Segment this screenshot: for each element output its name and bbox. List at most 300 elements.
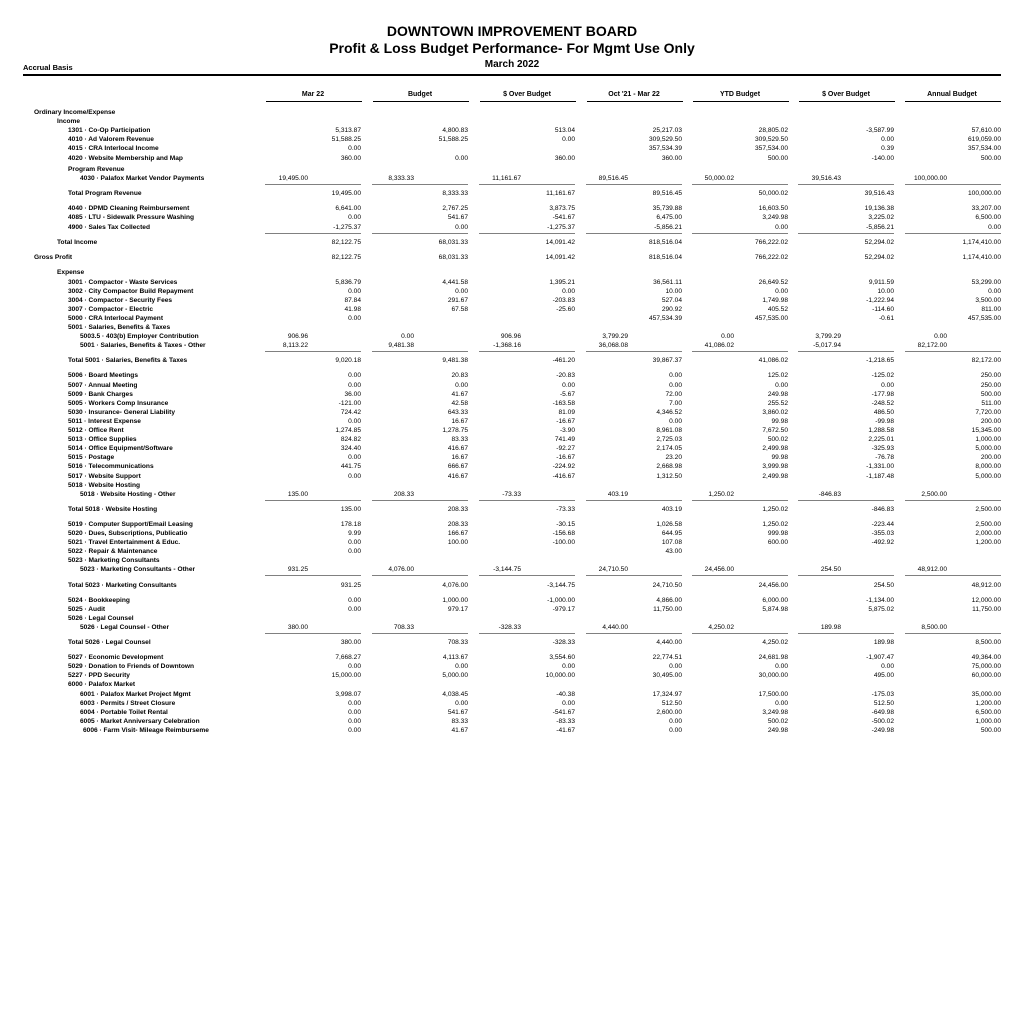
- row-value: -156.68: [552, 530, 575, 537]
- row-value: 644.95: [661, 530, 682, 537]
- row-label: 5020 · Dues, Subscriptions, Publicatio: [68, 530, 188, 537]
- row-value: 200.00: [980, 417, 1001, 425]
- row-value: -5.67: [559, 390, 575, 398]
- row-value: -1,134.00: [866, 596, 894, 604]
- report-row: [0, 614, 1024, 623]
- row-value: -500.02: [871, 717, 894, 725]
- row-value: -114.60: [872, 305, 894, 313]
- row-value: 766,222.02: [754, 239, 788, 247]
- row-value: 39,516.43: [811, 174, 841, 182]
- row-value: 60,000.00: [971, 672, 1001, 680]
- row-value: -1,000.00: [547, 596, 575, 604]
- row-value: -3,144.75: [547, 581, 575, 589]
- row-label: 4040 · DPMD Cleaning Reimbursement: [68, 204, 190, 212]
- report-row: [0, 174, 1024, 183]
- row-value: 24,456.00: [758, 581, 788, 589]
- row-value: -325.93: [871, 445, 894, 453]
- row-value: 441.75: [340, 463, 361, 471]
- report-row: [0, 680, 1024, 689]
- row-value: 7,672.50: [762, 427, 788, 434]
- row-value: 100,000.00: [967, 189, 1001, 197]
- row-value: 0.00: [455, 699, 468, 707]
- row-value: 0.00: [562, 136, 575, 144]
- row-label: 5015 · Postage: [68, 454, 115, 462]
- row-value: 189.98: [820, 623, 841, 631]
- row-value: 35,739.88: [652, 204, 682, 212]
- row-value: 22,774.51: [652, 654, 682, 662]
- row-value: 600.00: [767, 539, 788, 547]
- row-label: 4085 · LTU - Sidewalk Pressure Washing: [68, 214, 195, 221]
- row-value: 3,799.29: [602, 333, 628, 341]
- row-value: 7,720.00: [975, 408, 1001, 416]
- row-value: 30,000.00: [758, 672, 788, 680]
- row-value: 49,364.00: [971, 654, 1001, 662]
- row-value: -224.92: [552, 463, 575, 471]
- row-value: 4,113.67: [442, 654, 468, 662]
- row-value: 4,440.00: [656, 639, 682, 646]
- row-value: 500.00: [980, 390, 1001, 398]
- row-value: 135.00: [287, 490, 308, 498]
- row-value: 979.17: [447, 605, 468, 613]
- row-label: 5009 · Bank Charges: [68, 390, 133, 398]
- row-value: 82,122.75: [331, 254, 361, 262]
- row-label: 4900 · Sales Tax Collected: [68, 224, 150, 232]
- row-value: 0.00: [348, 417, 361, 425]
- row-value: 89,516.45: [598, 174, 628, 182]
- row-value: 511.00: [981, 399, 1001, 407]
- row-value: 39,516.43: [864, 189, 894, 197]
- row-label: Total 5018 · Website Hosting: [68, 505, 158, 513]
- row-value: 824.82: [340, 436, 361, 444]
- row-value: 19,136.38: [864, 204, 894, 212]
- col-header-ytd-budget: YTD Budget: [719, 91, 761, 98]
- row-value: 0.00: [348, 372, 361, 380]
- row-value: 255.52: [767, 399, 788, 407]
- row-value: 666.67: [447, 463, 468, 471]
- row-value: 541.67: [447, 708, 468, 716]
- row-value: 0.00: [669, 417, 682, 425]
- row-label: Expense: [57, 269, 85, 277]
- row-value: 0.00: [348, 548, 361, 556]
- row-value: -541.67: [552, 214, 575, 221]
- row-value: 0.00: [348, 145, 361, 153]
- subtotal-underline: [798, 184, 894, 185]
- row-value: 1,288.58: [868, 427, 894, 434]
- report-row: [0, 135, 1024, 144]
- report-row: [0, 699, 1024, 708]
- report-row: [0, 296, 1024, 305]
- row-label: 6000 · Palafox Market: [68, 681, 136, 689]
- row-label: 5006 · Board Meetings: [68, 372, 138, 380]
- row-value: -121.00: [338, 399, 361, 407]
- row-value: 1,174,410.00: [962, 239, 1001, 247]
- row-value: 6,475.00: [656, 214, 682, 221]
- row-value: 178.18: [340, 520, 361, 528]
- row-value: -355.03: [871, 530, 894, 537]
- row-value: 324.40: [340, 445, 361, 453]
- row-label: 6004 · Portable Toilet Rental: [80, 708, 168, 716]
- row-label: Program Revenue: [68, 165, 125, 173]
- row-value: 166.67: [447, 530, 468, 537]
- row-value: 4,038.45: [442, 690, 468, 698]
- subtotal-underline: [798, 351, 894, 352]
- subtotal-underline: [265, 184, 361, 185]
- row-value: 0.00: [348, 663, 361, 671]
- report-row: [0, 126, 1024, 135]
- row-value: 0.00: [348, 699, 361, 707]
- row-value: 2,174.05: [656, 445, 682, 453]
- row-value: 0.00: [669, 372, 682, 380]
- row-value: 2,767.25: [442, 204, 468, 212]
- report-row: [0, 371, 1024, 380]
- row-value: 5,313.87: [335, 127, 361, 135]
- row-value: 541.67: [447, 214, 468, 221]
- row-value: 380.00: [287, 623, 308, 631]
- col-header-ytd-actual: Oct '21 - Mar 22: [608, 91, 660, 98]
- row-value: 50,000.02: [704, 174, 734, 182]
- row-value: 1,026.58: [656, 520, 682, 528]
- subtotal-underline: [372, 233, 468, 234]
- report-row: [0, 108, 1024, 117]
- row-value: 41,086.02: [704, 342, 734, 350]
- col-header-annual-budget: Annual Budget: [927, 91, 977, 98]
- report-row: [0, 638, 1024, 647]
- report-row: [0, 662, 1024, 671]
- row-value: -76.78: [875, 454, 894, 462]
- row-value: 200.00: [980, 454, 1001, 462]
- report-row: [0, 390, 1024, 399]
- row-label: 5029 · Donation to Friends of Downtown: [68, 663, 195, 671]
- subtotal-underline: [905, 633, 1001, 634]
- subtotal-underline: [905, 351, 1001, 352]
- row-value: 0.00: [988, 224, 1001, 232]
- row-value: 0.00: [669, 717, 682, 725]
- report-row: [0, 565, 1024, 574]
- row-value: -125.02: [871, 372, 894, 380]
- row-value: 19,495.00: [278, 174, 308, 182]
- row-value: 818,516.04: [648, 254, 682, 262]
- row-value: 380.00: [340, 639, 361, 646]
- row-value: 5,000.00: [975, 445, 1001, 453]
- row-value: -979.17: [552, 605, 575, 613]
- col-header-mar22: Mar 22: [301, 91, 325, 98]
- row-value: 24,710.50: [598, 566, 628, 574]
- report-row: [0, 117, 1024, 126]
- row-value: 9,481.38: [442, 357, 468, 365]
- row-value: 0.00: [775, 381, 788, 389]
- row-value: -41.67: [556, 726, 575, 734]
- row-value: 52,294.02: [864, 239, 894, 247]
- report-title: Profit & Loss Budget Performance- For Mgmt Use Only: [329, 40, 695, 56]
- row-value: 619,059.00: [967, 136, 1001, 144]
- row-label: 3002 · City Compactor Build Repayment: [68, 287, 194, 295]
- row-label: Ordinary Income/Expense: [34, 109, 116, 116]
- row-label: Income: [57, 118, 81, 126]
- row-value: 405.52: [767, 305, 788, 313]
- row-value: 4,346.52: [656, 408, 682, 416]
- row-value: 0.00: [348, 287, 361, 295]
- row-label: 5023 · Marketing Consultants - Other: [80, 566, 196, 574]
- row-label: 5007 · Annual Meeting: [68, 381, 138, 389]
- row-value: 10,000.00: [545, 672, 575, 680]
- row-label: 4015 · CRA Interlocal Income: [68, 145, 159, 153]
- row-value: 208.33: [393, 490, 414, 498]
- row-value: 4,076.00: [442, 581, 468, 589]
- row-value: 11,750.00: [653, 605, 682, 613]
- row-value: 36,068.08: [598, 342, 628, 350]
- report-row: [0, 204, 1024, 213]
- row-value: 11,161.67: [492, 174, 521, 182]
- row-value: 10.00: [665, 287, 682, 295]
- row-value: 1,395.21: [549, 278, 575, 286]
- subtotal-underline: [586, 184, 682, 185]
- row-value: -1,218.65: [866, 357, 894, 365]
- row-value: 8,500.00: [975, 639, 1001, 646]
- row-value: 357,534.39: [648, 145, 682, 153]
- row-value: 9,481.38: [388, 342, 414, 350]
- row-value: 8,961.08: [656, 427, 682, 434]
- row-value: -30.15: [556, 520, 575, 528]
- subtotal-underline: [905, 500, 1001, 501]
- report-row: [0, 520, 1024, 529]
- row-value: 82,122.75: [331, 239, 361, 247]
- subtotal-underline: [479, 500, 575, 501]
- row-value: 68,031.33: [438, 254, 468, 262]
- report-period: March 2022: [484, 59, 540, 70]
- row-value: 360.00: [661, 154, 682, 162]
- row-value: -1,275.37: [333, 224, 361, 232]
- report-row: [0, 278, 1024, 287]
- row-label: 6005 · Market Anniversary Celebration: [80, 717, 200, 725]
- row-value: 16.67: [451, 417, 468, 425]
- row-label: 5021 · Travel Entertainment & Educ.: [68, 539, 181, 547]
- row-value: -5,017.94: [813, 342, 841, 350]
- row-value: 1,200.00: [975, 699, 1001, 707]
- row-value: 643.33: [447, 408, 468, 416]
- row-value: 500.00: [767, 154, 788, 162]
- report-row: [0, 490, 1024, 499]
- subtotal-underline: [586, 233, 682, 234]
- row-value: 0.00: [562, 381, 575, 389]
- row-label: 5001 · Salaries, Benefits & Taxes - Other: [80, 342, 206, 350]
- row-value: 3,998.07: [335, 690, 361, 698]
- row-value: 189.98: [873, 639, 894, 646]
- row-label: 5017 · Website Support: [68, 472, 141, 480]
- row-value: 811.00: [981, 305, 1001, 313]
- subtotal-underline: [798, 633, 894, 634]
- row-value: 0.00: [348, 314, 361, 322]
- subtotal-underline: [479, 633, 575, 634]
- row-value: -492.92: [871, 539, 894, 547]
- row-value: 14,091.42: [545, 254, 575, 262]
- row-value: -175.03: [871, 690, 894, 698]
- row-value: 724.42: [340, 408, 361, 416]
- row-value: 708.33: [393, 623, 414, 631]
- row-value: 5,875.02: [868, 605, 894, 613]
- report-row: [0, 213, 1024, 222]
- row-value: 0.00: [775, 663, 788, 671]
- report-row: [0, 690, 1024, 699]
- row-label: 5026 · Legal Counsel: [68, 614, 134, 622]
- row-value: 26,649.52: [758, 278, 788, 286]
- row-value: 4,441.58: [442, 278, 468, 286]
- row-label: 5025 · Audit: [68, 605, 106, 613]
- subtotal-underline: [479, 184, 575, 185]
- report-row: [0, 444, 1024, 453]
- row-value: 17,324.97: [652, 690, 682, 698]
- row-value: 0.39: [881, 145, 894, 153]
- row-value: 1,000.00: [975, 436, 1001, 444]
- row-value: 500.00: [980, 726, 1001, 734]
- row-value: 24,681.98: [758, 654, 788, 662]
- row-value: 250.00: [980, 381, 1001, 389]
- row-value: 42.58: [451, 399, 468, 407]
- row-value: -846.83: [871, 505, 894, 513]
- row-label: 5000 · CRA Interlocal Payment: [68, 314, 164, 322]
- row-value: 12,000.00: [971, 596, 1001, 604]
- report-row: [0, 717, 1024, 726]
- row-value: 57,610.00: [971, 127, 1001, 135]
- row-value: 1,000.00: [442, 596, 468, 604]
- report-row: [0, 708, 1024, 717]
- row-value: -83.33: [556, 717, 575, 725]
- row-value: 357,534.00: [754, 145, 788, 153]
- row-value: 48,912.00: [917, 566, 947, 574]
- row-value: 1,250.02: [762, 520, 788, 528]
- row-value: -92.27: [556, 445, 575, 453]
- row-value: 15,000.00: [331, 672, 361, 680]
- row-value: 2,725.03: [656, 436, 682, 444]
- report-row: [0, 268, 1024, 277]
- row-value: 1,749.98: [762, 296, 788, 304]
- row-value: -20.83: [556, 372, 575, 380]
- row-value: -203.83: [552, 296, 575, 304]
- subtotal-underline: [692, 351, 788, 352]
- row-value: 100.00: [447, 539, 468, 547]
- row-value: 82,172.00: [971, 357, 1001, 365]
- row-value: 254.50: [873, 581, 894, 589]
- row-label: 6006 · Farm Visit- Mileage Reimburseme: [83, 726, 209, 734]
- row-label: Total 5026 · Legal Counsel: [68, 639, 151, 646]
- row-value: 4,866.00: [656, 596, 682, 604]
- row-value: 416.67: [447, 472, 468, 480]
- row-value: 4,076.00: [388, 566, 414, 574]
- subtotal-underline: [905, 184, 1001, 185]
- row-value: 208.33: [447, 505, 468, 513]
- row-value: -248.52: [871, 399, 894, 407]
- subtotal-underline: [692, 575, 788, 576]
- row-label: 3004 · Compactor - Security Fees: [68, 296, 173, 304]
- row-value: -416.67: [552, 472, 575, 480]
- row-value: 0.00: [881, 136, 894, 144]
- row-value: 67.58: [451, 305, 468, 313]
- row-value: 89,516.45: [652, 189, 682, 197]
- row-value: 8,500.00: [921, 623, 947, 631]
- row-value: 2,600.00: [656, 708, 682, 716]
- report-row: [0, 547, 1024, 556]
- row-value: 2,225.01: [868, 436, 894, 444]
- report-row: [0, 341, 1024, 350]
- row-value: 3,554.60: [549, 654, 575, 662]
- row-value: -5,856.21: [866, 224, 894, 232]
- row-value: 14,091.42: [545, 239, 575, 247]
- row-value: 6,500.00: [975, 214, 1001, 221]
- row-value: 33,207.00: [971, 204, 1001, 212]
- row-value: 249.98: [767, 726, 788, 734]
- report-row: [0, 165, 1024, 174]
- row-value: -1,907.47: [866, 654, 894, 662]
- report-row: [0, 481, 1024, 490]
- subtotal-underline: [692, 184, 788, 185]
- subtotal-underline: [586, 575, 682, 576]
- report-row: [0, 671, 1024, 680]
- row-value: 708.33: [447, 639, 468, 646]
- row-value: 53,299.00: [971, 278, 1001, 286]
- row-value: 6,500.00: [975, 708, 1001, 716]
- row-value: 360.00: [340, 154, 361, 162]
- row-value: 41.67: [451, 390, 468, 398]
- row-value: 41,086.02: [758, 357, 788, 365]
- company-title: DOWNTOWN IMPROVEMENT BOARD: [386, 23, 638, 39]
- row-value: 249.98: [767, 390, 788, 398]
- row-value: -3.90: [559, 427, 575, 434]
- row-label: 5024 · Bookkeeping: [68, 596, 130, 604]
- row-value: 0.00: [934, 333, 947, 341]
- row-value: 0.00: [988, 287, 1001, 295]
- report-row: [0, 332, 1024, 341]
- row-value: 2,500.00: [975, 520, 1001, 528]
- report-row: [0, 356, 1024, 365]
- row-value: 1,000.00: [975, 717, 1001, 725]
- row-value: -328.33: [552, 639, 575, 646]
- row-value: 19,495.00: [331, 189, 361, 197]
- row-value: 2,668.98: [656, 463, 682, 471]
- row-value: -177.98: [871, 390, 894, 398]
- subtotal-underline: [905, 233, 1001, 234]
- row-value: 1,200.00: [975, 539, 1001, 547]
- row-value: 6,641.00: [335, 204, 361, 212]
- row-value: 208.33: [447, 520, 468, 528]
- row-value: 931.25: [287, 566, 308, 574]
- row-value: 4,250.02: [708, 623, 734, 631]
- row-label: 5003.5 · 403(b) Employer Contribution: [80, 333, 199, 341]
- row-value: 0.00: [881, 663, 894, 671]
- row-value: -649.98: [871, 708, 894, 716]
- row-value: 0.00: [721, 333, 734, 341]
- report-row: [0, 408, 1024, 417]
- row-value: 291.67: [447, 296, 468, 304]
- row-value: 87.84: [344, 296, 361, 304]
- row-value: 15,345.00: [971, 427, 1001, 434]
- subtotal-underline: [798, 233, 894, 234]
- row-value: 5,000.00: [975, 472, 1001, 480]
- row-value: 0.00: [348, 596, 361, 604]
- row-value: 81.09: [558, 408, 575, 416]
- row-value: 72.00: [665, 390, 682, 398]
- row-value: 11,750.00: [972, 605, 1001, 613]
- row-value: 309,529.50: [754, 136, 788, 144]
- row-value: 0.00: [562, 287, 575, 295]
- row-value: -73.33: [556, 505, 575, 513]
- row-value: 68,031.33: [438, 239, 468, 247]
- row-value: 486.50: [873, 408, 894, 416]
- row-value: 457,535.00: [754, 314, 788, 322]
- col-header-ytd-over-budget: $ Over Budget: [822, 91, 870, 98]
- row-value: 36,561.11: [653, 278, 682, 286]
- row-value: 8,333.33: [442, 189, 468, 197]
- row-value: 10.00: [877, 287, 894, 295]
- row-value: -249.98: [871, 726, 894, 734]
